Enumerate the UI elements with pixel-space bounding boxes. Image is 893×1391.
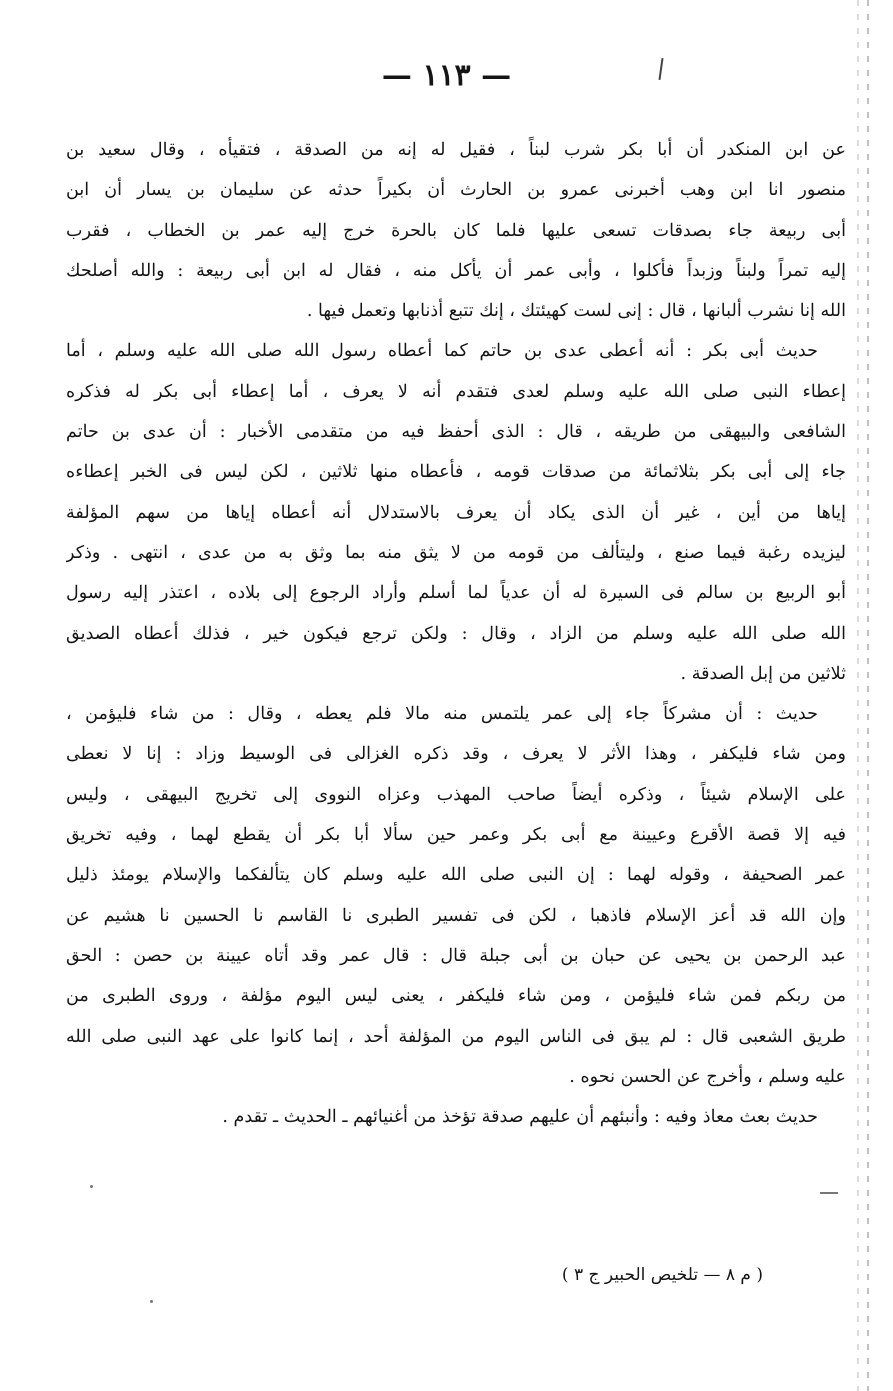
scan-speck — [90, 1185, 93, 1188]
text-line: أبو الربيع بن سالم فى السيرة له أن عدياً لما أسلم وأراد الرجوع إلى بلاده ، اعتذر إليه رسول — [66, 583, 846, 604]
text-line: عمر الصحيفة ، وقوله لهما : إن النبى صلى الله عليه وسلم كان يتألفكما والإسلام يومئذ ذليل — [66, 865, 846, 886]
body-text — [66, 130, 846, 1137]
text-line: إعطاء النبى صلى الله عليه وسلم لعدى فتقدم أنه لا يعرف ، أما إعطاء أبى بكر له فذكره — [66, 381, 846, 402]
text-line: عن ابن المنكدر أن أبا بكر شرب لبناً ، فقيل له إنه من الصدقة ، فتقيأه ، وقال سعيد بن — [66, 140, 846, 160]
page-number: — ١١٣ — — [381, 58, 512, 93]
text-line: عبد الرحمن بن يحيى عن حبان بن أبى جبلة قال : قال عمر وقد أتاه عيينة بن حصن : الحق — [66, 945, 846, 966]
text-line: الشافعى والبيهقى من طريقه ، قال : الذى أحفظ فيه من متقدمى الأخبار : أن عدى بن حاتم — [66, 422, 846, 443]
text-line: عليه وسلم ، وأخرج عن الحسن نحوه . — [569, 1066, 846, 1087]
paragraph — [66, 331, 846, 694]
paragraph — [66, 1097, 846, 1137]
text-line: وإن الله قد أعز الإسلام فاذهبا ، لكن فى تفسير الطبرى نا القاسم نا الحسين نا هشيم عن — [66, 905, 846, 926]
footer-reference: ( م ٨ — تلخيص الحبير ج ٣ ) — [561, 1265, 763, 1285]
text-line: حديث أبى بكر : أنه أعطى عدى بن حاتم كما أعطاه رسول الله صلى الله عليه وسلم ، أما — [66, 341, 818, 362]
text-line: على الإسلام شيئاً ، وذكره أيضاً صاحب المهذب وعزاه النووى إلى تخريج البيهقى ، وليس — [66, 784, 846, 805]
text-line: إليه تمراً ولبناً وزبداً فأكلوا ، وأبى عمر أن يأكل منه ، فقال له ابن أبى ربيعة : والله أصلحك — [66, 260, 846, 281]
page-edge-shadow — [867, 0, 869, 1391]
text-line: حديث : أن مشركاً جاء إلى عمر يلتمس منه مالا فلم يعطه ، وقال : من شاء فليؤمن ، — [66, 704, 818, 725]
text-line: الله صلى الله عليه وسلم من الزاد ، وقال : ولكن ترجع فيكون خير ، فذلك أعطاه الصديق — [66, 623, 846, 644]
paragraph — [66, 694, 846, 1097]
text-line: إياها من أين ، غير أن الذى يكاد أن يعرف بالاستدلال أنه أعطاه إياها من سهم المؤلفة — [66, 502, 846, 523]
text-line: منصور انا ابن وهب أخبرنى عمرو بن الحارث أن بكيراً حدثه عن سليمان بن يسار أن ابن — [66, 180, 846, 201]
text-line: فيه إلا قصة الأقرع وعيينة مع أبى بكر وعمر حين سألا أبا بكر أن يقطع لهما ، وفيه تخريق — [66, 825, 846, 846]
paragraph — [66, 130, 846, 331]
text-line: من ربكم فمن شاء فليؤمن ، ومن شاء فليكفر ، يعنى ليس اليوم مؤلفة ، وروى الطبرى من — [66, 986, 846, 1007]
text-line: الله إنا نشرب ألبانها ، قال : إنى لست كهيئتك ، إنك تتبع أذنابها وتعمل فيها . — [306, 301, 846, 322]
text-line: أبى ربيعة جاء بصدقات تسعى عليها فلما كان بالحرة خرج إليه عمر بن الخطاب ، فقرب — [66, 220, 846, 241]
text-line: ومن شاء فليكفر ، وهذا الأثر لا يعرف ، وقد ذكره الغزالى فى الوسيط وزاد : إنا لا نعطى — [66, 744, 846, 765]
text-line: جاء إلى أبى بكر بثلاثمائة من صدقات قومه ، فأعطاه منها ثلاثين ، لكن ليس فى الخبر إعطاءه — [66, 462, 846, 483]
text-line: طريق الشعبى قال : لم يبق فى الناس اليوم من المؤلفة أحد ، إنما كانوا على عهد النبى صلى الله — [66, 1026, 846, 1047]
text-line: ليزيده رغبة فيما صنع ، وليتألف من قومه من لا يثق منه بما وثق به من عدى ، انتهى . وذكر — [66, 542, 846, 563]
page-edge-shadow-inner — [857, 0, 859, 1391]
text-line: حديث بعث معاذ وفيه : وأنبئهم أن عليهم صدقة تؤخذ من أغنيائهم ـ الحديث ـ تقدم . — [222, 1107, 818, 1128]
text-line: ثلاثين من إبل الصدقة . — [680, 663, 846, 684]
margin-dash-mark — [820, 1192, 838, 1194]
scan-speck — [150, 1300, 153, 1303]
